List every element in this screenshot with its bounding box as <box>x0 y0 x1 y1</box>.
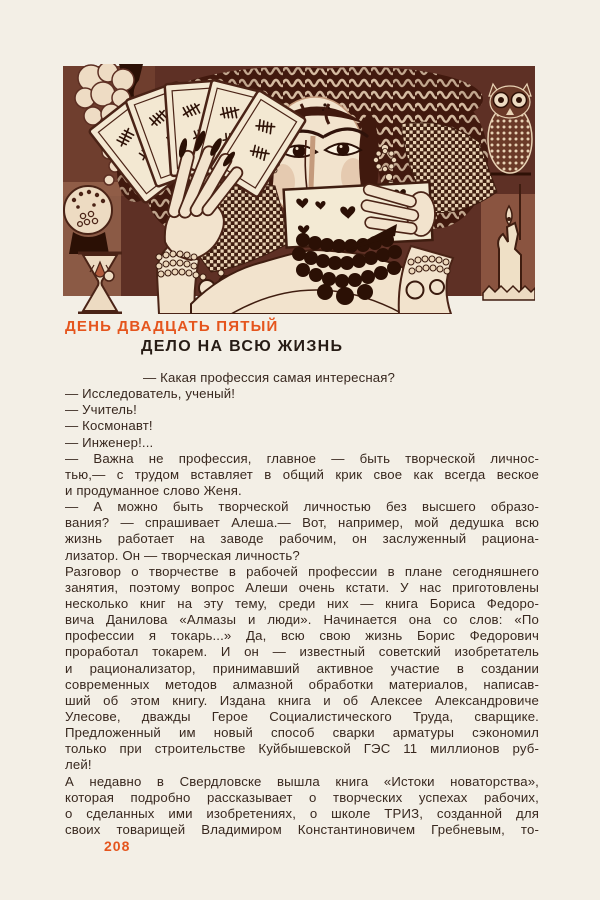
text-line: которая подробно рассказывает о творческих успехах рабочих, <box>65 789 539 805</box>
illustration-svg <box>63 64 535 314</box>
text-line: — Важна не профессия, главное — быть творческой личнос- <box>65 450 539 466</box>
nose <box>311 136 313 188</box>
crystal-ball-icon <box>64 186 112 254</box>
text-line: тью,— с трудом вставляет в общий крик свое как всегда веское <box>65 466 539 482</box>
text-line: жизнь работает на заводе рабочим, он заслуженный рациона- <box>65 531 539 547</box>
text-line: и рационализатор, принимавший активное участие в создании <box>65 660 539 676</box>
page-number: 208 <box>104 838 131 854</box>
dangle-charm <box>430 280 444 294</box>
text-line: вания? — спрашивает Алеша.— Вот, например, мой дедушка всю <box>65 515 539 531</box>
text-line: профессии я токарь...» Да, всю свою жизнь Борис Федорович <box>65 628 539 644</box>
text-line: — Какая профессия самая интересная? <box>143 370 396 385</box>
flame <box>506 206 512 225</box>
chapter-title: ДЕЛО НА ВСЮ ЖИЗНЬ <box>141 338 344 355</box>
text-line: современных методов алмазной обработки материалов, написав- <box>65 676 539 692</box>
text-line: только при строительстве Куйбышевской ГЭС 11 миллионов руб- <box>65 741 539 757</box>
text-line: занятия, поэтому вопрос Алеши очень кстати. У нас приготовлены <box>65 579 539 595</box>
text-line: и продуманное слово Женя. <box>65 482 242 498</box>
text-line: — Учитель! <box>65 402 137 418</box>
text-line: — А можно быть творческой личностью без высшего образо- <box>65 499 539 515</box>
text-line: лей! <box>65 757 92 773</box>
text-line: несколько книг на эту тему, среди них — книга Бориса Федоро- <box>65 595 539 611</box>
text-line: — Исследователь, ученый! <box>65 386 236 402</box>
text-line: своих товарищей Владимиром Константиновичем Гребневым, то- <box>65 821 539 837</box>
text-line: А недавно в Свердловске вышла книга «Истоки новаторства», <box>65 773 539 789</box>
text-line: вича Данилова «Алмазы и люди». Начинается она со слов: «По <box>65 612 539 628</box>
text-line: проработал токарем. И он — известный советский изобретатель <box>65 644 539 660</box>
body-text <box>65 370 539 838</box>
text-line: Улесове, дважды Герое Социалистического Труда, сварщике. <box>65 708 539 724</box>
owl-icon <box>488 84 532 174</box>
text-line: — Космонавт! <box>65 418 153 434</box>
dangle-charm <box>407 282 424 299</box>
text-line: — Инженер!... <box>65 434 154 450</box>
text-line: ший об этом книгу. Издана книга и об Алексее Александровиче <box>65 692 539 708</box>
day-heading: ДЕНЬ ДВАДЦАТЬ ПЯТЫЙ <box>65 318 279 335</box>
illustration-fortune-teller <box>63 64 535 314</box>
text-line: Разговор о творчестве в рабочей профессии в плане сегодняшнего <box>65 563 539 579</box>
text-line: Предложенный им новый способ сварки арматуры сэкономил <box>65 725 539 741</box>
text-line: о сделанных ими изобретениях, о школе ТРИЗ, созданной для <box>65 805 539 821</box>
text-line: лизатор. Он — творческая личность? <box>65 547 300 563</box>
